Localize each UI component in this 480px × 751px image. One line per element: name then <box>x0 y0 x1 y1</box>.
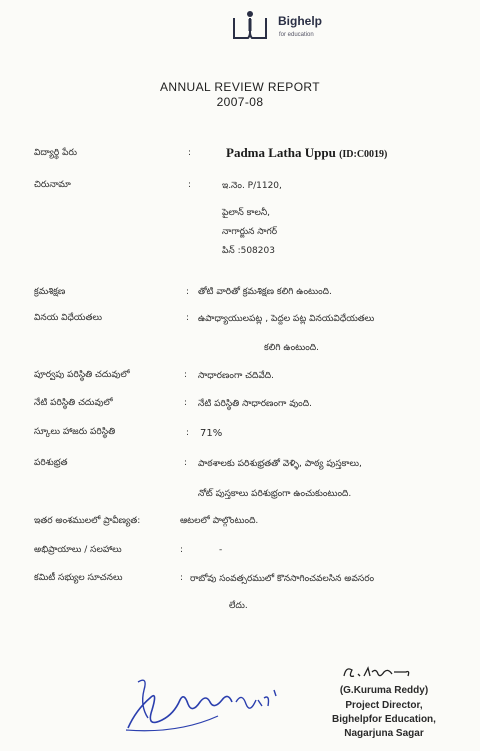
field-label-other-skills: ఇతర అంశములలో ప్రావీణ్యత: <box>34 516 141 526</box>
handwritten-signature-right <box>340 662 420 684</box>
field-label-obedience: వినయ విధేయతలు <box>34 313 102 323</box>
signatory-org: Bighelpfor Education, <box>332 714 436 725</box>
hygiene-value: పాఠశాలకు పరిశుభ్రతతో వెళ్ళి, పాఠ్య పుస్తకాలు, <box>198 459 362 469</box>
address-line: పిన్ :508203 <box>222 246 275 256</box>
bighelp-logo <box>228 10 348 50</box>
brand-name: Bighelp <box>278 14 322 28</box>
field-label-opinions: అభిప్రాయాలు / సలహాలు <box>34 545 122 555</box>
field-label-committee: కమిటీ సభ్యుల సూచనలు <box>34 573 123 583</box>
signatory-title: Project Director, <box>345 700 423 711</box>
obedience-value: కలిగి ఉంటుంది. <box>264 343 319 353</box>
attendance-value: 71% <box>200 428 223 439</box>
obedience-value: ఉపాధ్యాయులపట్ల , పెద్దల పట్ల వినయవిధేయతలు <box>198 314 375 324</box>
signatory-name: (G.Kuruma Reddy) <box>339 685 429 696</box>
field-label-name: విద్యార్థి పేరు <box>34 148 77 158</box>
report-year: 2007-08 <box>216 95 264 109</box>
address-line: ఇ.నెం. P/1120, <box>222 181 282 191</box>
committee-value: రాబోవు సంవత్సరములో కొనసాగించవలసిన అవసరం <box>190 574 375 584</box>
colon: : <box>188 180 192 190</box>
field-label-address: చిరునామా <box>34 180 71 190</box>
colon: : <box>180 545 184 555</box>
field-label-discipline: క్రమశిక్షణ <box>34 287 66 297</box>
colon: : <box>186 313 190 323</box>
colon: : <box>180 573 184 583</box>
opinions-value: - <box>219 545 223 555</box>
book-person-icon <box>228 10 272 44</box>
field-label-attendance: స్కూలు హాజరు పరిస్థితి <box>34 427 116 437</box>
address-line: నాగార్జున సాగర్ <box>222 227 278 237</box>
field-label-current-studies: నేటి పరిస్థితి చదువులో <box>34 398 113 408</box>
colon: : <box>184 398 188 408</box>
student-name <box>226 145 387 161</box>
student-id: (ID:C0019) <box>339 149 388 160</box>
address-line: పైలాన్ కాలనీ, <box>222 208 271 218</box>
current-studies-value: నేటి పరిస్థితి సాధారణంగా వుంది. <box>198 399 312 409</box>
committee-value: లేదు. <box>229 601 248 611</box>
colon: : <box>188 148 192 158</box>
signatory-place: Nagarjuna Sagar <box>344 728 424 739</box>
colon: : <box>184 370 188 380</box>
field-label-past-studies: పూర్వపు పరిస్థితి చదువులో <box>34 370 130 380</box>
brand-tagline: for education <box>279 32 314 38</box>
hygiene-value: నోట్ పుస్తకాలు పరిశుభ్రంగా ఉంచుకుంటుంది. <box>198 489 352 499</box>
report-title: ANNUAL REVIEW REPORT <box>159 80 321 94</box>
student-name-text: Padma Latha Uppu <box>226 145 336 160</box>
past-studies-value: సాధారణంగా చదివేది. <box>198 371 274 381</box>
other-skills-value: ఆటలలో పాల్గొంటుంది. <box>180 516 259 526</box>
colon: : <box>186 428 190 438</box>
field-label-hygiene: పరిశుభ్రత <box>34 458 68 468</box>
colon: : <box>186 287 190 297</box>
colon: : <box>184 458 188 468</box>
handwritten-signature-left <box>118 670 288 740</box>
discipline-value: తోటి వారితో క్రమశిక్షణ కలిగి ఉంటుంది. <box>198 287 332 297</box>
